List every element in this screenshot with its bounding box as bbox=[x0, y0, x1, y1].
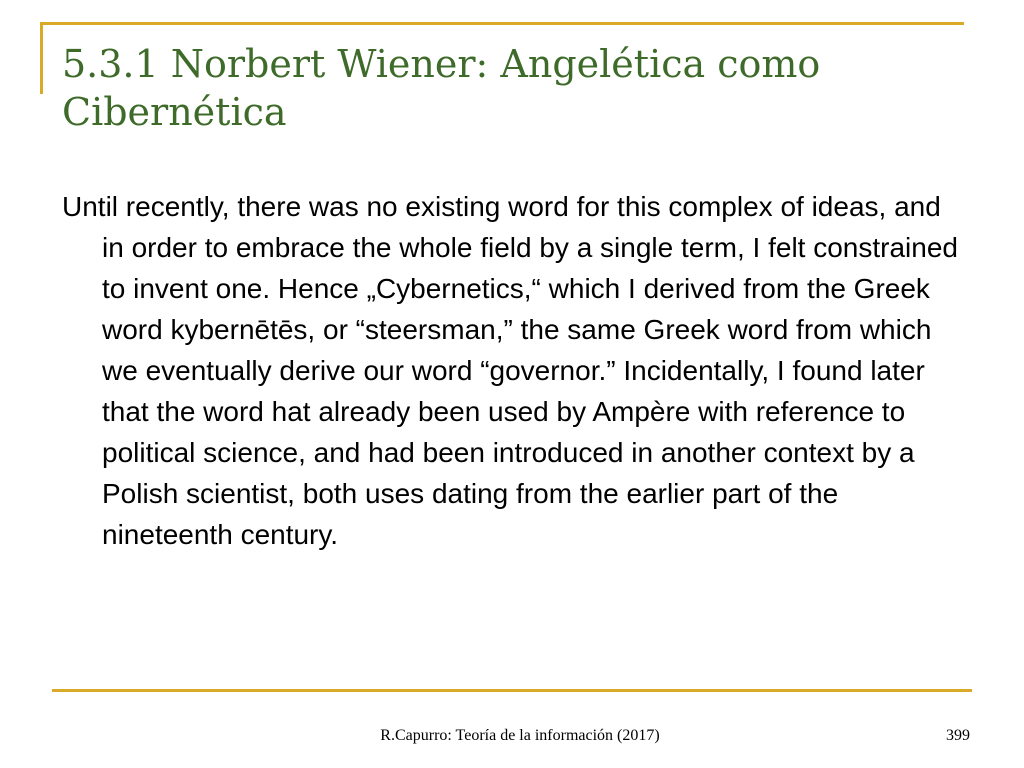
left-frame-rule bbox=[40, 22, 43, 94]
slide-title: 5.3.1 Norbert Wiener: Angelética como Cibernética bbox=[62, 42, 821, 134]
page-number: 399 bbox=[946, 727, 970, 744]
bottom-rule bbox=[52, 689, 972, 692]
footer-source: R.Capurro: Teoría de la información (2017) bbox=[380, 727, 660, 744]
body-paragraph: Until recently, there was no existing word for this complex of ideas, and in order to embrace the whole field by a single term, I felt constrained to invent one. Hence „Cybernetics,“ which I derived from the Greek word kybernētēs, or “steersman,” the same Greek word from which we eventually derive our word “governor.” Incidentally, I found later that the word hat already been used by Ampère with reference to political science, and had been introduced in another context by a Polish scientist, both uses dating from the earlier part of the nineteenth century. bbox=[62, 191, 958, 550]
top-frame-rule bbox=[42, 22, 964, 25]
slide-body bbox=[62, 186, 962, 555]
